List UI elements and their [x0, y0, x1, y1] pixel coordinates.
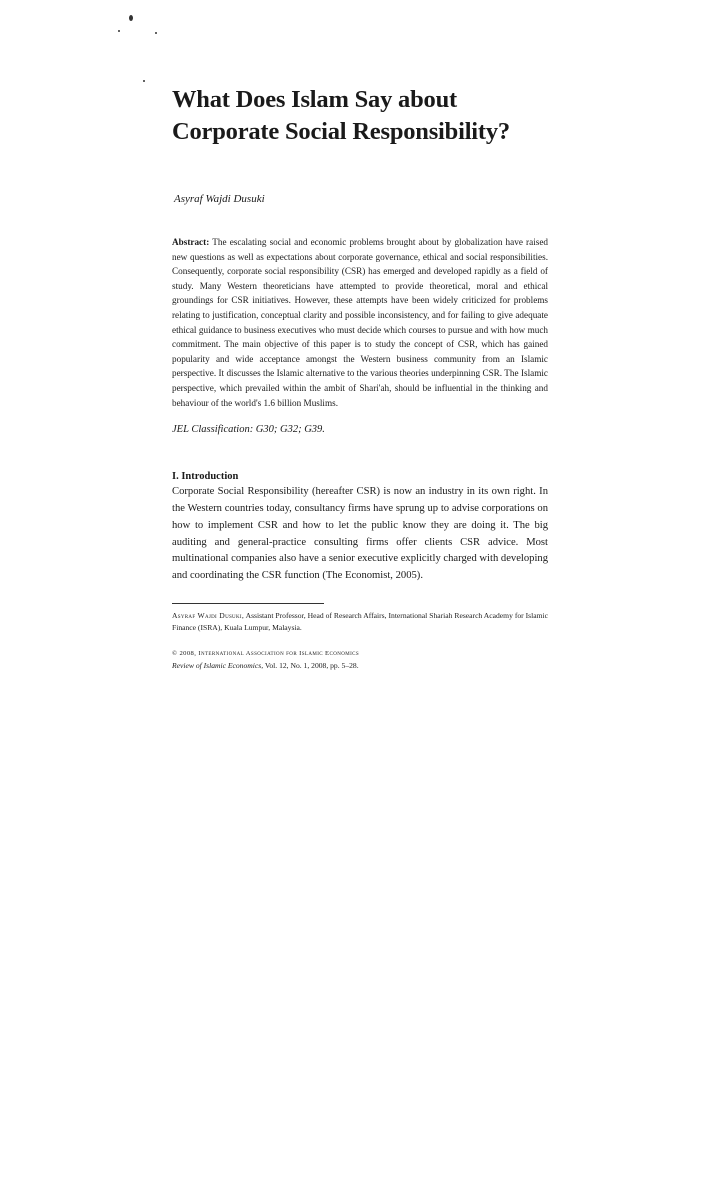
- abstract-label: Abstract:: [172, 237, 210, 247]
- title-line-1: What Does Islam Say about: [172, 86, 457, 113]
- copyright-line: © 2008, International Association for Islamic Economics: [172, 649, 360, 657]
- footnote-divider: [172, 603, 324, 604]
- copyright-block: [172, 647, 548, 673]
- paper-first-page: [172, 84, 548, 673]
- footnote-author-name: Asyraf Wajdi Dusuki,: [172, 610, 245, 620]
- scan-speck: [118, 30, 120, 32]
- journal-issue: Vol. 12, No. 1, 2008, pp. 5–28.: [264, 661, 359, 671]
- abstract: [172, 235, 548, 410]
- scan-speck: [129, 15, 133, 21]
- scan-speck: [155, 32, 157, 34]
- scan-speck: [143, 80, 145, 82]
- introduction-paragraph: Corporate Social Responsibility (hereafter CSR) is now an industry in its own right. In the Western countries today, consultancy firms have sprung up to advise corporations on how to implement CSR and how to let the public know they are doing it. The big auditing and general-practice consulting firms offer clients CSR advice. Most multinational companies also have a senior executive explicitly charged with developing and coordinating the CSR function (The Economist, 2005).: [172, 486, 548, 582]
- paper-title: [172, 84, 548, 148]
- author-footnote: [172, 610, 548, 635]
- jel-classification: JEL Classification: G30; G32; G39.: [172, 424, 325, 436]
- journal-name: Review of Islamic Economics,: [172, 661, 264, 671]
- author-name: Asyraf Wajdi Dusuki: [174, 193, 265, 205]
- section-heading-introduction: I. Introduction: [172, 471, 239, 483]
- title-line-2: Corporate Social Responsibility?: [172, 118, 510, 145]
- footnote-affiliation: Assistant Professor, Head of Research Affairs, International Shariah Research Academy for Islamic Finance (ISRA), Kuala Lumpur, Malaysia.: [172, 610, 548, 633]
- abstract-text: The escalating social and economic problems brought about by globalization have raised new questions as well as expectations about corporate governance, ethical and social responsibilities. Consequently, corporate social responsibility (CSR) has emerged and developed rapidly as a field of study. Many Western theoreticians have attempted to provide theoretical, moral and ethical groundings for CSR initiatives. However, these attempts have been widely criticized for problems relating to justification, conceptual clarity and possible inconsistency, and for failing to give adequate ethical guidance to business executives who must decide which courses to pursue and with how much commitment. The main objective of this paper is to study the concept of CSR, which has gained popularity and wide acceptance amongst the Western business community from an Islamic perspective. It discusses the Islamic alternative to the various theories underpinning CSR. The Islamic perspective, which prevailed within the ambit of Shari'ah, should be influential in the thinking and behaviour of the world's 1.6 billion Muslims.: [172, 237, 548, 408]
